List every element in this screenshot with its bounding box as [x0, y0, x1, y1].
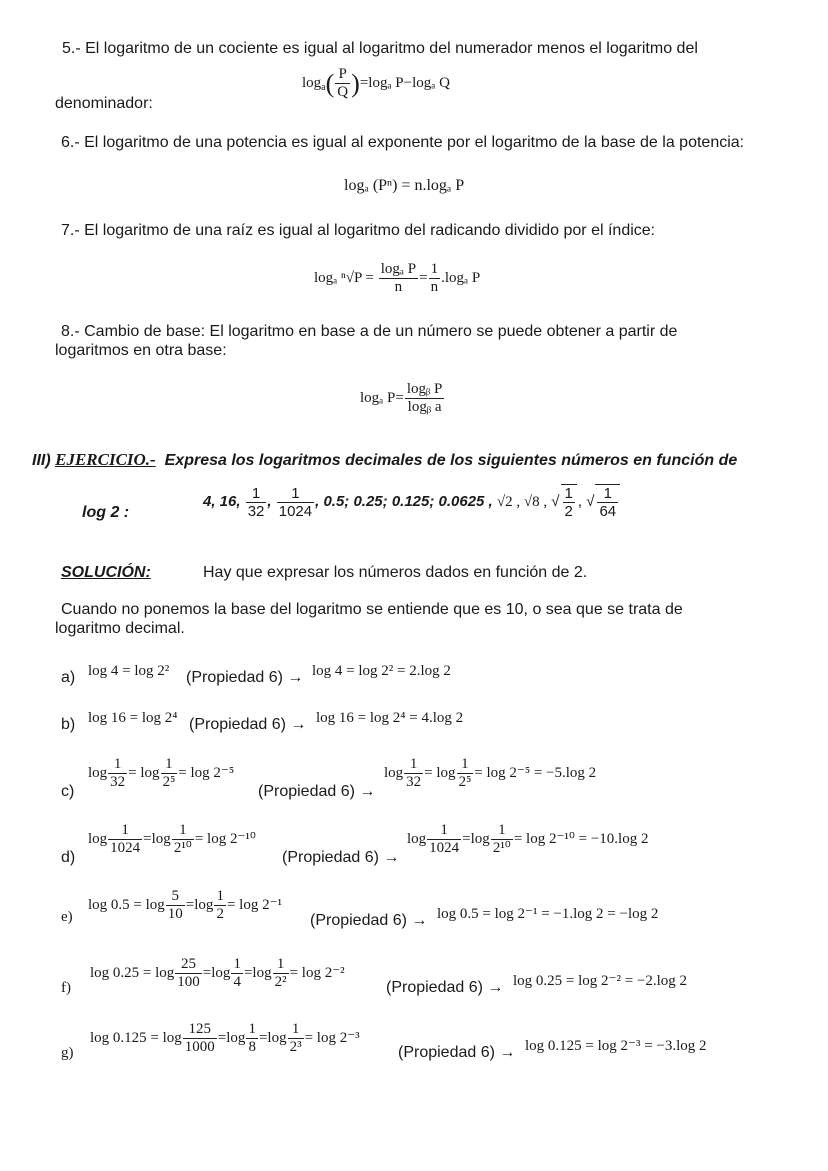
property-6-text: 6.- El logaritmo de una potencia es igual al exponente por el logaritmo de la base de la potencia: [61, 134, 745, 151]
property-7-formula: logₐ ⁿ√P = $\frac{\text{logₐ P}}{n}$ = $\frac{1}{n}$ .logₐ P [314, 261, 481, 296]
item-g-lhs: log 0.125 = log $\frac{125}{1000}$ =log $\frac{1}{8}$ =log $\frac{1}{\text{2³}}$ = log 2⁻³ [90, 1021, 360, 1056]
solution-paragraph: Cuando no ponemos la base del logaritmo se entiende que es 10, o sea que se trata de [61, 601, 683, 618]
item-e-prop: (Propiedad 6) → [310, 912, 428, 929]
item-d-prop: (Propiedad 6) → [282, 849, 400, 866]
item-d-rhs: log $\frac{1}{1024}$ =log $\frac{1}{\text{2¹⁰}}$ = log 2⁻¹⁰ = −10.log 2 [407, 822, 649, 857]
item-f-prop: (Propiedad 6) → [386, 979, 504, 996]
exercise-log2: log 2 : [82, 504, 130, 521]
solution-label: SOLUCIÓN: [61, 564, 151, 581]
item-g-prop: (Propiedad 6) → [398, 1044, 516, 1061]
item-a-label: a) [61, 669, 76, 686]
item-f-rhs: log 0.25 = log 2⁻² = −2.log 2 [513, 973, 688, 989]
property-5-text-cont: denominador: [55, 95, 153, 112]
item-b-rhs: log 16 = log 2⁴ = 4.log 2 [316, 710, 464, 726]
property-6-formula: logₐ (Pⁿ) = n.logₐ P [344, 177, 465, 194]
item-b-prop: (Propiedad 6) → [189, 716, 307, 733]
item-f-lhs: log 0.25 = log $\frac{25}{100}$ =log $\frac{1}{4}$ =log $\frac{1}{\text{2²}}$ = log 2⁻² [90, 956, 345, 991]
item-a-prop: (Propiedad 6) → [186, 669, 304, 686]
property-5-formula: $\log_a$( $\frac{P}{Q}$ )=logₐ P−logₐ Q [302, 66, 450, 101]
exercise-numbers: 4, 16, $\frac{1}{32}$ , $\frac{1}{1024}$ , 0.5; 0.25; 0.125; 0.0625 , √2 , √8 , √ $\frac{1}{2}$ , √ $\frac{1}{64}$ [203, 484, 621, 521]
item-a-lhs: log 4 = log 2² [88, 663, 170, 679]
item-e-label: e) [61, 909, 73, 925]
item-c-label: c) [61, 783, 75, 800]
item-d-lhs: log $\frac{1}{1024}$ =log $\frac{1}{\text{2¹⁰}}$ = log 2⁻¹⁰ [88, 822, 256, 857]
item-c-prop: (Propiedad 6) → [258, 783, 376, 800]
solution-paragraph-cont: logaritmo decimal. [55, 620, 185, 637]
item-f-label: f) [61, 980, 71, 996]
property-7-text: 7.- El logaritmo de una raíz es igual al logaritmo del radicando dividido por el índice: [61, 222, 656, 239]
exercise-heading: III) EJERCICIO.- Expresa los logaritmos decimales de los siguientes números en función de [32, 450, 738, 469]
property-8-formula: logₐ P= $\frac{\text{logᵦ P}}{\text{logᵦ a}}$ [360, 381, 443, 416]
item-c-rhs: log $\frac{1}{32}$ = log $\frac{1}{\text{2⁵}}$ = log 2⁻⁵ = −5.log 2 [384, 756, 597, 791]
item-b-lhs: log 16 = log 2⁴ [88, 710, 178, 726]
item-b-label: b) [61, 716, 76, 733]
item-d-label: d) [61, 849, 76, 866]
property-5-text: 5.- El logaritmo de un cociente es igual al logaritmo del numerador menos el logaritmo del [62, 40, 698, 57]
item-e-lhs: log 0.5 = log $\frac{5}{10}$ =log $\frac{1}{2}$ = log 2⁻¹ [88, 888, 282, 923]
item-g-rhs: log 0.125 = log 2⁻³ = −3.log 2 [525, 1038, 707, 1054]
item-g-label: g) [61, 1045, 74, 1061]
item-e-rhs: log 0.5 = log 2⁻¹ = −1.log 2 = −log 2 [437, 906, 659, 922]
property-8-text: 8.- Cambio de base: El logaritmo en base a de un número se puede obtener a partir de [61, 323, 678, 340]
item-c-lhs: log $\frac{1}{32}$ = log $\frac{1}{\text{2⁵}}$ = log 2⁻⁵ [88, 756, 235, 791]
item-a-rhs: log 4 = log 2² = 2.log 2 [312, 663, 451, 679]
solution-text: Hay que expresar los números dados en función de 2. [203, 564, 588, 581]
property-8-text-cont: logaritmos en otra base: [55, 342, 227, 359]
